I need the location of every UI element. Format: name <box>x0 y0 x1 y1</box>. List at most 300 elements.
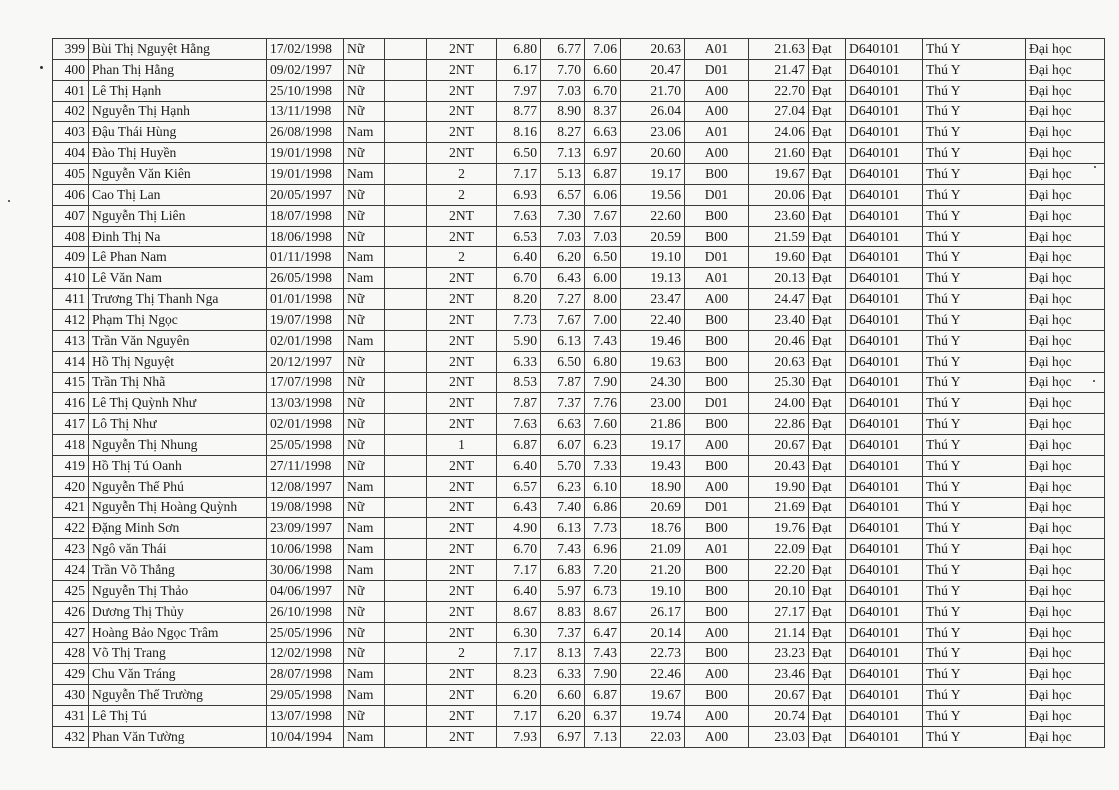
table-row <box>53 497 1105 518</box>
result-cell: Đạt <box>809 643 846 664</box>
student-name-cell: Hồ Thị Nguyệt <box>89 351 267 372</box>
blank-cell-cell <box>385 435 427 456</box>
table-row <box>53 685 1105 706</box>
score-1-cell: 7.17 <box>497 643 541 664</box>
major-code-cell: D640101 <box>846 247 923 268</box>
table-body <box>53 39 1105 748</box>
major-name-cell: Thú Y <box>923 476 1026 497</box>
table-row <box>53 706 1105 727</box>
student-name-cell: Hồ Thị Tú Oanh <box>89 455 267 476</box>
date-of-birth-cell: 13/11/1998 <box>267 101 344 122</box>
table-row <box>53 309 1105 330</box>
score-sum-cell: 20.69 <box>621 497 685 518</box>
result-cell: Đạt <box>809 622 846 643</box>
blank-cell-cell <box>385 497 427 518</box>
student-name-cell: Lê Phan Nam <box>89 247 267 268</box>
score-3-cell: 8.37 <box>585 101 621 122</box>
score-sum-cell: 18.90 <box>621 476 685 497</box>
score-sum-cell: 20.60 <box>621 143 685 164</box>
date-of-birth-cell: 13/03/1998 <box>267 393 344 414</box>
score-1-cell: 7.17 <box>497 560 541 581</box>
score-3-cell: 6.97 <box>585 143 621 164</box>
education-level-cell: Đại học <box>1026 476 1105 497</box>
major-name-cell: Thú Y <box>923 601 1026 622</box>
priority-area-cell: 2NT <box>427 539 497 560</box>
gender-cell: Nam <box>344 726 385 747</box>
priority-area-cell: 2NT <box>427 414 497 435</box>
score-3-cell: 7.33 <box>585 455 621 476</box>
score-sum-cell: 21.86 <box>621 414 685 435</box>
score-1-cell: 7.73 <box>497 309 541 330</box>
table-row <box>53 643 1105 664</box>
score-2-cell: 7.27 <box>541 289 585 310</box>
score-3-cell: 6.06 <box>585 184 621 205</box>
blank-cell-cell <box>385 685 427 706</box>
date-of-birth-cell: 19/01/1998 <box>267 164 344 185</box>
date-of-birth-cell: 18/07/1998 <box>267 205 344 226</box>
row-number-cell: 416 <box>53 393 89 414</box>
education-level-cell: Đại học <box>1026 455 1105 476</box>
total-score-cell: 21.14 <box>749 622 809 643</box>
gender-cell: Nữ <box>344 622 385 643</box>
education-level-cell: Đại học <box>1026 59 1105 80</box>
score-sum-cell: 21.20 <box>621 560 685 581</box>
table-row <box>53 414 1105 435</box>
major-name-cell: Thú Y <box>923 205 1026 226</box>
gender-cell: Nam <box>344 518 385 539</box>
total-score-cell: 20.74 <box>749 706 809 727</box>
date-of-birth-cell: 10/04/1994 <box>267 726 344 747</box>
priority-area-cell: 2NT <box>427 289 497 310</box>
student-name-cell: Nguyễn Thị Hạnh <box>89 101 267 122</box>
total-score-cell: 23.60 <box>749 205 809 226</box>
education-level-cell: Đại học <box>1026 580 1105 601</box>
gender-cell: Nữ <box>344 39 385 60</box>
date-of-birth-cell: 02/01/1998 <box>267 330 344 351</box>
score-3-cell: 7.60 <box>585 414 621 435</box>
row-number-cell: 411 <box>53 289 89 310</box>
gender-cell: Nam <box>344 247 385 268</box>
result-cell: Đạt <box>809 226 846 247</box>
table-row <box>53 664 1105 685</box>
score-sum-cell: 22.73 <box>621 643 685 664</box>
blank-cell-cell <box>385 226 427 247</box>
subject-block-cell: D01 <box>685 497 749 518</box>
score-3-cell: 6.47 <box>585 622 621 643</box>
score-2-cell: 7.03 <box>541 80 585 101</box>
priority-area-cell: 2 <box>427 164 497 185</box>
major-code-cell: D640101 <box>846 80 923 101</box>
total-score-cell: 27.04 <box>749 101 809 122</box>
subject-block-cell: A00 <box>685 664 749 685</box>
score-sum-cell: 19.10 <box>621 247 685 268</box>
total-score-cell: 22.70 <box>749 80 809 101</box>
score-3-cell: 6.10 <box>585 476 621 497</box>
priority-area-cell: 2NT <box>427 664 497 685</box>
education-level-cell: Đại học <box>1026 539 1105 560</box>
result-cell: Đạt <box>809 101 846 122</box>
row-number-cell: 406 <box>53 184 89 205</box>
education-level-cell: Đại học <box>1026 289 1105 310</box>
major-code-cell: D640101 <box>846 414 923 435</box>
blank-cell-cell <box>385 309 427 330</box>
score-1-cell: 6.43 <box>497 497 541 518</box>
date-of-birth-cell: 19/01/1998 <box>267 143 344 164</box>
blank-cell-cell <box>385 643 427 664</box>
table-row <box>53 101 1105 122</box>
education-level-cell: Đại học <box>1026 268 1105 289</box>
gender-cell: Nam <box>344 164 385 185</box>
major-name-cell: Thú Y <box>923 664 1026 685</box>
row-number-cell: 410 <box>53 268 89 289</box>
result-cell: Đạt <box>809 455 846 476</box>
score-1-cell: 5.90 <box>497 330 541 351</box>
date-of-birth-cell: 25/10/1998 <box>267 80 344 101</box>
score-1-cell: 6.70 <box>497 539 541 560</box>
date-of-birth-cell: 17/07/1998 <box>267 372 344 393</box>
education-level-cell: Đại học <box>1026 643 1105 664</box>
score-sum-cell: 21.70 <box>621 80 685 101</box>
total-score-cell: 21.63 <box>749 39 809 60</box>
major-code-cell: D640101 <box>846 143 923 164</box>
score-2-cell: 6.23 <box>541 476 585 497</box>
result-cell: Đạt <box>809 143 846 164</box>
major-name-cell: Thú Y <box>923 539 1026 560</box>
student-name-cell: Trần Văn Nguyên <box>89 330 267 351</box>
major-name-cell: Thú Y <box>923 455 1026 476</box>
scan-speck <box>40 66 43 69</box>
major-name-cell: Thú Y <box>923 330 1026 351</box>
score-sum-cell: 22.03 <box>621 726 685 747</box>
score-3-cell: 7.13 <box>585 726 621 747</box>
blank-cell-cell <box>385 143 427 164</box>
total-score-cell: 27.17 <box>749 601 809 622</box>
subject-block-cell: D01 <box>685 393 749 414</box>
score-2-cell: 7.37 <box>541 622 585 643</box>
score-2-cell: 5.70 <box>541 455 585 476</box>
result-cell: Đạt <box>809 560 846 581</box>
score-sum-cell: 19.17 <box>621 164 685 185</box>
major-code-cell: D640101 <box>846 164 923 185</box>
subject-block-cell: A01 <box>685 268 749 289</box>
result-cell: Đạt <box>809 205 846 226</box>
score-sum-cell: 19.13 <box>621 268 685 289</box>
total-score-cell: 23.46 <box>749 664 809 685</box>
gender-cell: Nữ <box>344 580 385 601</box>
education-level-cell: Đại học <box>1026 226 1105 247</box>
gender-cell: Nữ <box>344 226 385 247</box>
blank-cell-cell <box>385 59 427 80</box>
date-of-birth-cell: 12/08/1997 <box>267 476 344 497</box>
total-score-cell: 23.23 <box>749 643 809 664</box>
score-1-cell: 6.87 <box>497 435 541 456</box>
priority-area-cell: 2 <box>427 184 497 205</box>
table-row <box>53 122 1105 143</box>
score-1-cell: 7.17 <box>497 706 541 727</box>
row-number-cell: 412 <box>53 309 89 330</box>
score-3-cell: 7.90 <box>585 372 621 393</box>
row-number-cell: 426 <box>53 601 89 622</box>
table-row <box>53 247 1105 268</box>
student-name-cell: Trần Võ Thắng <box>89 560 267 581</box>
major-name-cell: Thú Y <box>923 164 1026 185</box>
table-row <box>53 268 1105 289</box>
total-score-cell: 20.10 <box>749 580 809 601</box>
blank-cell-cell <box>385 455 427 476</box>
gender-cell: Nữ <box>344 309 385 330</box>
table-row <box>53 455 1105 476</box>
priority-area-cell: 2NT <box>427 726 497 747</box>
score-3-cell: 6.86 <box>585 497 621 518</box>
student-name-cell: Đinh Thị Na <box>89 226 267 247</box>
result-cell: Đạt <box>809 435 846 456</box>
result-cell: Đạt <box>809 497 846 518</box>
table-row <box>53 622 1105 643</box>
student-name-cell: Trần Thị Nhã <box>89 372 267 393</box>
blank-cell-cell <box>385 393 427 414</box>
date-of-birth-cell: 26/05/1998 <box>267 268 344 289</box>
score-1-cell: 6.40 <box>497 247 541 268</box>
scan-speck <box>1094 166 1096 168</box>
score-sum-cell: 23.47 <box>621 289 685 310</box>
major-name-cell: Thú Y <box>923 643 1026 664</box>
gender-cell: Nữ <box>344 435 385 456</box>
row-number-cell: 430 <box>53 685 89 706</box>
date-of-birth-cell: 20/05/1997 <box>267 184 344 205</box>
major-name-cell: Thú Y <box>923 372 1026 393</box>
score-2-cell: 6.20 <box>541 247 585 268</box>
priority-area-cell: 2NT <box>427 143 497 164</box>
major-code-cell: D640101 <box>846 706 923 727</box>
score-1-cell: 4.90 <box>497 518 541 539</box>
student-name-cell: Chu Văn Tráng <box>89 664 267 685</box>
subject-block-cell: B00 <box>685 309 749 330</box>
row-number-cell: 403 <box>53 122 89 143</box>
total-score-cell: 20.67 <box>749 685 809 706</box>
score-2-cell: 7.67 <box>541 309 585 330</box>
table-row <box>53 580 1105 601</box>
row-number-cell: 401 <box>53 80 89 101</box>
score-2-cell: 7.37 <box>541 393 585 414</box>
row-number-cell: 423 <box>53 539 89 560</box>
table-row <box>53 560 1105 581</box>
score-2-cell: 8.27 <box>541 122 585 143</box>
gender-cell: Nam <box>344 330 385 351</box>
education-level-cell: Đại học <box>1026 622 1105 643</box>
table-row <box>53 164 1105 185</box>
score-3-cell: 7.90 <box>585 664 621 685</box>
education-level-cell: Đại học <box>1026 80 1105 101</box>
education-level-cell: Đại học <box>1026 351 1105 372</box>
gender-cell: Nữ <box>344 101 385 122</box>
table-row <box>53 80 1105 101</box>
score-1-cell: 7.63 <box>497 414 541 435</box>
priority-area-cell: 1 <box>427 435 497 456</box>
score-sum-cell: 19.43 <box>621 455 685 476</box>
subject-block-cell: B00 <box>685 455 749 476</box>
total-score-cell: 21.60 <box>749 143 809 164</box>
major-code-cell: D640101 <box>846 184 923 205</box>
row-number-cell: 431 <box>53 706 89 727</box>
subject-block-cell: A00 <box>685 101 749 122</box>
priority-area-cell: 2NT <box>427 330 497 351</box>
table-row <box>53 601 1105 622</box>
score-sum-cell: 19.74 <box>621 706 685 727</box>
subject-block-cell: B00 <box>685 205 749 226</box>
major-name-cell: Thú Y <box>923 622 1026 643</box>
blank-cell-cell <box>385 80 427 101</box>
subject-block-cell: A00 <box>685 289 749 310</box>
major-code-cell: D640101 <box>846 330 923 351</box>
major-code-cell: D640101 <box>846 643 923 664</box>
total-score-cell: 19.90 <box>749 476 809 497</box>
score-3-cell: 7.43 <box>585 643 621 664</box>
total-score-cell: 24.00 <box>749 393 809 414</box>
date-of-birth-cell: 01/01/1998 <box>267 289 344 310</box>
major-code-cell: D640101 <box>846 560 923 581</box>
result-cell: Đạt <box>809 289 846 310</box>
score-2-cell: 6.97 <box>541 726 585 747</box>
gender-cell: Nữ <box>344 59 385 80</box>
score-2-cell: 6.33 <box>541 664 585 685</box>
date-of-birth-cell: 10/06/1998 <box>267 539 344 560</box>
score-3-cell: 8.00 <box>585 289 621 310</box>
row-number-cell: 413 <box>53 330 89 351</box>
result-cell: Đạt <box>809 330 846 351</box>
score-3-cell: 6.50 <box>585 247 621 268</box>
date-of-birth-cell: 29/05/1998 <box>267 685 344 706</box>
major-name-cell: Thú Y <box>923 226 1026 247</box>
total-score-cell: 23.40 <box>749 309 809 330</box>
score-1-cell: 6.17 <box>497 59 541 80</box>
student-name-cell: Lê Thị Tú <box>89 706 267 727</box>
score-2-cell: 6.60 <box>541 685 585 706</box>
date-of-birth-cell: 13/07/1998 <box>267 706 344 727</box>
score-2-cell: 8.13 <box>541 643 585 664</box>
score-3-cell: 7.76 <box>585 393 621 414</box>
subject-block-cell: A00 <box>685 143 749 164</box>
total-score-cell: 21.69 <box>749 497 809 518</box>
subject-block-cell: B00 <box>685 580 749 601</box>
score-1-cell: 6.50 <box>497 143 541 164</box>
priority-area-cell: 2NT <box>427 101 497 122</box>
score-1-cell: 6.80 <box>497 39 541 60</box>
score-sum-cell: 19.46 <box>621 330 685 351</box>
date-of-birth-cell: 30/06/1998 <box>267 560 344 581</box>
row-number-cell: 402 <box>53 101 89 122</box>
score-1-cell: 6.57 <box>497 476 541 497</box>
result-cell: Đạt <box>809 309 846 330</box>
date-of-birth-cell: 17/02/1998 <box>267 39 344 60</box>
gender-cell: Nữ <box>344 706 385 727</box>
gender-cell: Nữ <box>344 205 385 226</box>
table-row <box>53 184 1105 205</box>
row-number-cell: 425 <box>53 580 89 601</box>
score-2-cell: 6.57 <box>541 184 585 205</box>
gender-cell: Nam <box>344 664 385 685</box>
subject-block-cell: B00 <box>685 372 749 393</box>
blank-cell-cell <box>385 289 427 310</box>
blank-cell-cell <box>385 184 427 205</box>
priority-area-cell: 2NT <box>427 497 497 518</box>
education-level-cell: Đại học <box>1026 184 1105 205</box>
score-2-cell: 6.43 <box>541 268 585 289</box>
score-1-cell: 7.97 <box>497 80 541 101</box>
total-score-cell: 20.46 <box>749 330 809 351</box>
score-2-cell: 6.13 <box>541 330 585 351</box>
major-code-cell: D640101 <box>846 122 923 143</box>
date-of-birth-cell: 09/02/1997 <box>267 59 344 80</box>
blank-cell-cell <box>385 664 427 685</box>
major-name-cell: Thú Y <box>923 706 1026 727</box>
major-code-cell: D640101 <box>846 268 923 289</box>
major-name-cell: Thú Y <box>923 143 1026 164</box>
major-code-cell: D640101 <box>846 351 923 372</box>
education-level-cell: Đại học <box>1026 706 1105 727</box>
total-score-cell: 20.63 <box>749 351 809 372</box>
score-3-cell: 6.87 <box>585 164 621 185</box>
score-2-cell: 7.30 <box>541 205 585 226</box>
score-sum-cell: 22.60 <box>621 205 685 226</box>
major-code-cell: D640101 <box>846 664 923 685</box>
subject-block-cell: A00 <box>685 80 749 101</box>
gender-cell: Nam <box>344 560 385 581</box>
score-2-cell: 6.13 <box>541 518 585 539</box>
score-1-cell: 6.20 <box>497 685 541 706</box>
student-name-cell: Cao Thị Lan <box>89 184 267 205</box>
date-of-birth-cell: 01/11/1998 <box>267 247 344 268</box>
major-name-cell: Thú Y <box>923 39 1026 60</box>
blank-cell-cell <box>385 205 427 226</box>
student-name-cell: Nguyễn Thế Phú <box>89 476 267 497</box>
major-code-cell: D640101 <box>846 289 923 310</box>
gender-cell: Nữ <box>344 643 385 664</box>
total-score-cell: 19.76 <box>749 518 809 539</box>
priority-area-cell: 2NT <box>427 268 497 289</box>
score-3-cell: 6.73 <box>585 580 621 601</box>
score-1-cell: 6.70 <box>497 268 541 289</box>
priority-area-cell: 2 <box>427 247 497 268</box>
result-cell: Đạt <box>809 726 846 747</box>
result-cell: Đạt <box>809 601 846 622</box>
date-of-birth-cell: 19/08/1998 <box>267 497 344 518</box>
total-score-cell: 20.67 <box>749 435 809 456</box>
major-code-cell: D640101 <box>846 622 923 643</box>
result-cell: Đạt <box>809 476 846 497</box>
student-name-cell: Nguyễn Văn Kiên <box>89 164 267 185</box>
major-code-cell: D640101 <box>846 518 923 539</box>
major-code-cell: D640101 <box>846 539 923 560</box>
score-3-cell: 7.67 <box>585 205 621 226</box>
score-1-cell: 8.67 <box>497 601 541 622</box>
table-row <box>53 435 1105 456</box>
total-score-cell: 20.43 <box>749 455 809 476</box>
major-name-cell: Thú Y <box>923 59 1026 80</box>
education-level-cell: Đại học <box>1026 372 1105 393</box>
major-name-cell: Thú Y <box>923 393 1026 414</box>
score-1-cell: 8.20 <box>497 289 541 310</box>
gender-cell: Nam <box>344 122 385 143</box>
score-1-cell: 6.40 <box>497 455 541 476</box>
major-code-cell: D640101 <box>846 101 923 122</box>
total-score-cell: 19.60 <box>749 247 809 268</box>
score-2-cell: 6.07 <box>541 435 585 456</box>
education-level-cell: Đại học <box>1026 39 1105 60</box>
subject-block-cell: B00 <box>685 414 749 435</box>
major-code-cell: D640101 <box>846 685 923 706</box>
education-level-cell: Đại học <box>1026 601 1105 622</box>
table-row <box>53 351 1105 372</box>
